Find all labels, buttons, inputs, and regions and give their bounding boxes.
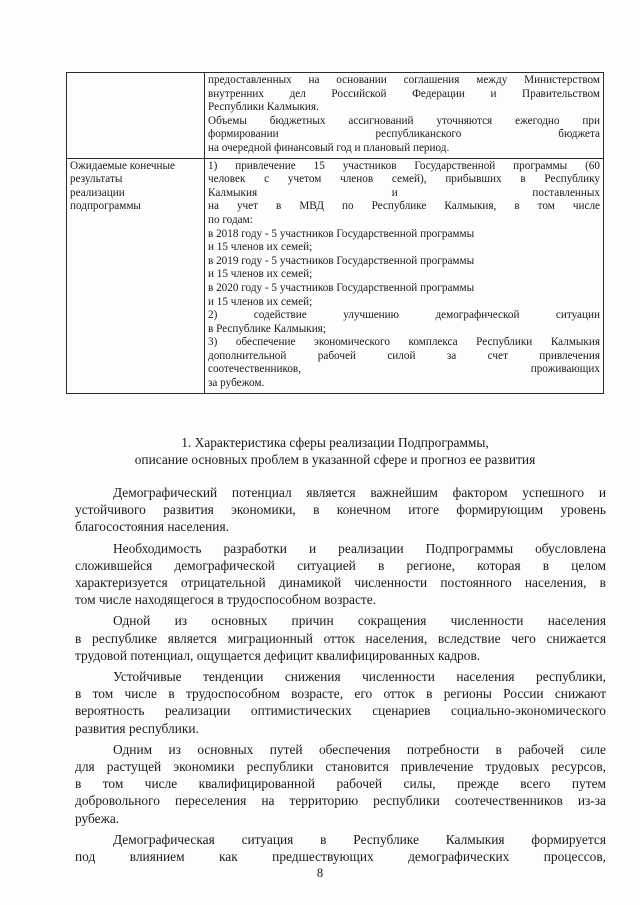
paragraph [75,741,606,827]
text-line: человек с учетом членов семей), прибывших в Республику [208,173,600,186]
text-line: Демографический потенциал является важнейшим фактором успешного и [113,485,606,500]
label-line: реализации [70,186,125,199]
text-line: том числе находящегося в трудоспособном возрасте. [75,592,377,608]
text-line: под влиянием как предшествующих демографических процессов, [75,849,606,865]
text-line: и 15 членов их семей; [208,241,313,254]
text-line: Устойчивые тенденции снижения численности населения республики, [113,669,606,685]
paragraph [75,668,606,737]
text-line: по годам: [208,213,253,226]
text-line: на очередной финансовый год и плановый период. [208,141,450,154]
text-line: предоставленных на основании соглашения между Министерством [208,74,600,86]
text-line: в 2020 году - 5 участников Государственной программы [208,281,475,294]
text-line: 1) привлечение 15 участников Государственной программы (60 [208,159,600,172]
text-line: и 15 членов их семей; [208,268,313,281]
text-line: в том числе квалифицированной рабочей силы, прежде всего путем [75,776,606,792]
table-row [67,73,604,159]
text-line: 2) содействие улучшению демографической ситуации [208,309,600,322]
text-line: 3) обеспечение экономического комплекса Республики Калмыкия [208,336,600,349]
text-line: внутренних дел Российской Федерации и Правительством [208,87,600,100]
section-heading-line: 1. Характеристика сферы реализации Подпрограммы, [181,435,489,450]
text-line: сложившейся демографической ситуацией в регионе, которая в целом [75,557,606,573]
text-line: Одним из основных путей обеспечения потребности в рабочей силе [113,741,606,757]
paragraph [75,484,606,536]
text-line: Демографическая ситуация в Республике Калмыкия формируется [113,831,606,847]
text-line: на учет в МВД по Республике Калмыкия, в том числе [208,200,600,213]
paragraph [75,540,606,609]
text-line: за рубежом. [208,377,265,390]
table-cell-label [67,73,205,159]
section-heading-line: описание основных проблем в указанной сфере и прогноз ее развития [134,452,536,467]
page-number: 8 [316,866,324,880]
text-line: для растущей экономики республики становится привлечение трудовых ресурсов, [75,759,606,775]
table-cell-value [205,158,604,393]
text-line: трудовой потенциал, ощущается дефицит квалифицированных кадров. [75,647,481,663]
table-cell-value [205,73,604,159]
label-line: результаты [70,173,123,186]
table-cell-label [67,158,205,393]
text-line: Республики Калмыкия. [208,101,319,114]
text-line: в Республике Калмыкия; [208,322,326,335]
label-line: Ожидаемые конечные [70,159,176,172]
text-line: Объемы бюджетных ассигнований уточняются ежегодно при [208,114,600,127]
program-passport-table [66,72,604,394]
text-line: Калмыкия и поставленных [208,186,600,199]
text-line: дополнительной рабочей силой за счет привлечения [208,349,600,362]
text-line: Одной из основных причин сокращения численности населения [113,613,606,629]
label-line: подпрограммы [70,200,141,213]
text-line: в том числе в трудоспособном возрасте, его отток в регионы России снижают [75,686,606,702]
paragraph [75,831,606,865]
text-line: в 2018 году - 5 участников Государственной программы [208,227,475,240]
text-line: устойчивого развития экономики, в конечном итоге формирующим уровень [75,502,606,518]
body-text [75,484,606,865]
text-line: добровольного переселения на территорию республики соотечественников из-за [75,793,606,809]
section-heading [66,434,604,468]
paragraph [75,612,606,664]
text-line: Необходимость разработки и реализации Подпрограммы обусловлена [113,540,606,556]
text-line: развития республики. [75,720,199,736]
text-line: вероятность реализации оптимистических сценариев социально-экономического [75,703,606,719]
text-line: в 2019 году - 5 участников Государственной программы [208,254,475,267]
text-line: рубежа. [75,810,120,826]
text-line: благосостояния населения. [75,519,229,535]
table-row [67,158,604,393]
text-line: формировании республиканского бюджета [208,128,600,141]
text-line: соотечественников, проживающих [208,363,600,376]
text-line: в республике является миграционный отток населения, вследствие чего снижается [75,630,606,646]
text-line: и 15 членов их семей; [208,295,313,308]
text-line: характеризуется отрицательной динамикой численности постоянного населения, в [75,575,606,591]
